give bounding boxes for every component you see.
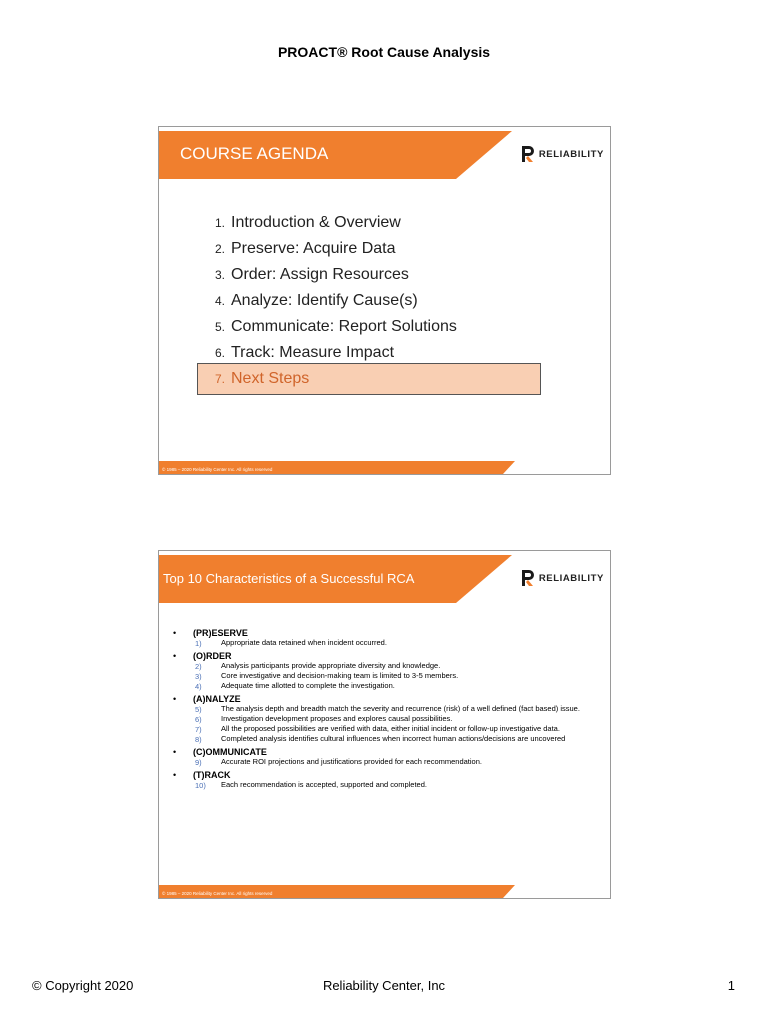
item-number: 7. bbox=[214, 372, 225, 386]
item-text: Introduction & Overview bbox=[231, 214, 401, 231]
item-number: 5. bbox=[214, 320, 225, 334]
copyright-text: © Copyright 2020 bbox=[32, 978, 134, 993]
section-heading bbox=[173, 770, 598, 780]
logo-text: RELIABILITY bbox=[538, 572, 604, 584]
item-text: Accurate ROI projections and justifications provided for each recommendation. bbox=[221, 757, 482, 766]
item-text: Each recommendation is accepted, supported and completed. bbox=[221, 780, 427, 789]
item-number: 6) bbox=[195, 715, 202, 724]
item-text: Adequate time allotted to complete the investigation. bbox=[221, 681, 395, 690]
list-item bbox=[173, 781, 598, 790]
bullet-icon: • bbox=[173, 628, 177, 638]
item-number: 3. bbox=[214, 268, 225, 282]
item-number: 4. bbox=[214, 294, 225, 308]
company-name: Reliability Center, Inc bbox=[322, 978, 446, 993]
item-number: 8) bbox=[195, 735, 202, 744]
list-item bbox=[173, 672, 598, 681]
section-title: (T)RACK bbox=[193, 770, 231, 780]
item-number: 2) bbox=[195, 662, 202, 671]
item-text: Analyze: Identify Cause(s) bbox=[231, 292, 418, 309]
item-text: Communicate: Report Solutions bbox=[231, 318, 457, 335]
bullet-icon: • bbox=[173, 747, 177, 757]
section-title: (O)RDER bbox=[193, 651, 232, 661]
slide-top-10-characteristics bbox=[158, 550, 611, 899]
section-heading bbox=[173, 651, 598, 661]
item-text: Appropriate data retained when incident occurred. bbox=[221, 638, 387, 647]
slide-title-banner bbox=[159, 131, 512, 179]
list-item bbox=[173, 662, 598, 671]
list-item bbox=[197, 314, 457, 340]
page-number: 1 bbox=[727, 978, 735, 993]
section-title: (C)OMMUNICATE bbox=[193, 747, 267, 757]
agenda-list bbox=[197, 210, 457, 392]
list-item-highlighted bbox=[197, 366, 457, 392]
item-text: Investigation development proposes and explores causal possibilities. bbox=[221, 714, 453, 723]
slide-title: COURSE AGENDA bbox=[180, 144, 329, 163]
list-item bbox=[197, 340, 457, 366]
list-item bbox=[173, 639, 598, 648]
slide-title: Top 10 Characteristics of a Successful RCA bbox=[163, 571, 415, 586]
item-text: Analysis participants provide appropriate diversity and knowledge. bbox=[221, 661, 441, 670]
item-text: Order: Assign Resources bbox=[231, 266, 409, 283]
item-text: Completed analysis identifies cultural influences when incorrect human actions/decisions are uncovered bbox=[221, 734, 566, 743]
item-number: 1) bbox=[195, 639, 202, 648]
item-text: All the proposed possibilities are verified with data, either initial incident or follow-up investigative data. bbox=[221, 724, 560, 733]
section-title: (A)NALYZE bbox=[193, 694, 241, 704]
reliability-logo bbox=[520, 568, 604, 588]
item-number: 6. bbox=[214, 346, 225, 360]
item-number: 1. bbox=[214, 216, 225, 230]
slide-footer-text: © 1985 – 2020 Reliability Center Inc. All rights reserved bbox=[162, 891, 273, 896]
item-text: Next Steps bbox=[231, 370, 310, 387]
reliability-logo bbox=[520, 144, 604, 164]
slide-course-agenda bbox=[158, 126, 611, 475]
logo-text: RELIABILITY bbox=[538, 148, 604, 160]
list-item bbox=[197, 288, 457, 314]
page-title: PROACT® Root Cause Analysis bbox=[277, 44, 491, 60]
item-number: 9) bbox=[195, 758, 202, 767]
bullet-icon: • bbox=[173, 651, 177, 661]
list-item bbox=[173, 705, 598, 714]
item-text: Track: Measure Impact bbox=[231, 344, 395, 361]
slide-footer-text: © 1985 – 2020 Reliability Center Inc. All rights reserved bbox=[162, 467, 273, 472]
r-logo-icon bbox=[520, 145, 536, 163]
section-heading bbox=[173, 628, 598, 638]
slide-title-banner bbox=[159, 555, 512, 603]
slide-footer-bar bbox=[159, 461, 519, 474]
bullet-icon: • bbox=[173, 694, 177, 704]
list-item bbox=[173, 758, 598, 767]
item-number: 2. bbox=[214, 242, 225, 256]
section-title: (PR)ESERVE bbox=[193, 628, 248, 638]
list-item bbox=[197, 236, 457, 262]
section-heading bbox=[173, 694, 598, 704]
list-item bbox=[173, 725, 598, 734]
bullet-icon: • bbox=[173, 770, 177, 780]
r-logo-icon bbox=[520, 569, 536, 587]
section-heading bbox=[173, 747, 598, 757]
item-number: 3) bbox=[195, 672, 202, 681]
item-number: 5) bbox=[195, 705, 202, 714]
list-item bbox=[197, 210, 457, 236]
slide-footer-bar bbox=[159, 885, 519, 898]
item-text: Core investigative and decision-making team is limited to 3-5 members. bbox=[221, 671, 459, 680]
item-text: The analysis depth and breadth match the severity and recurrence (risk) of a well defined (fact based) issue. bbox=[221, 704, 580, 713]
list-item bbox=[197, 262, 457, 288]
item-number: 7) bbox=[195, 725, 202, 734]
characteristics-list bbox=[173, 625, 598, 790]
item-number: 4) bbox=[195, 682, 202, 691]
list-item bbox=[173, 735, 598, 744]
list-item bbox=[173, 682, 598, 691]
list-item bbox=[173, 715, 598, 724]
item-text: Preserve: Acquire Data bbox=[231, 240, 396, 257]
item-number: 10) bbox=[195, 781, 206, 790]
